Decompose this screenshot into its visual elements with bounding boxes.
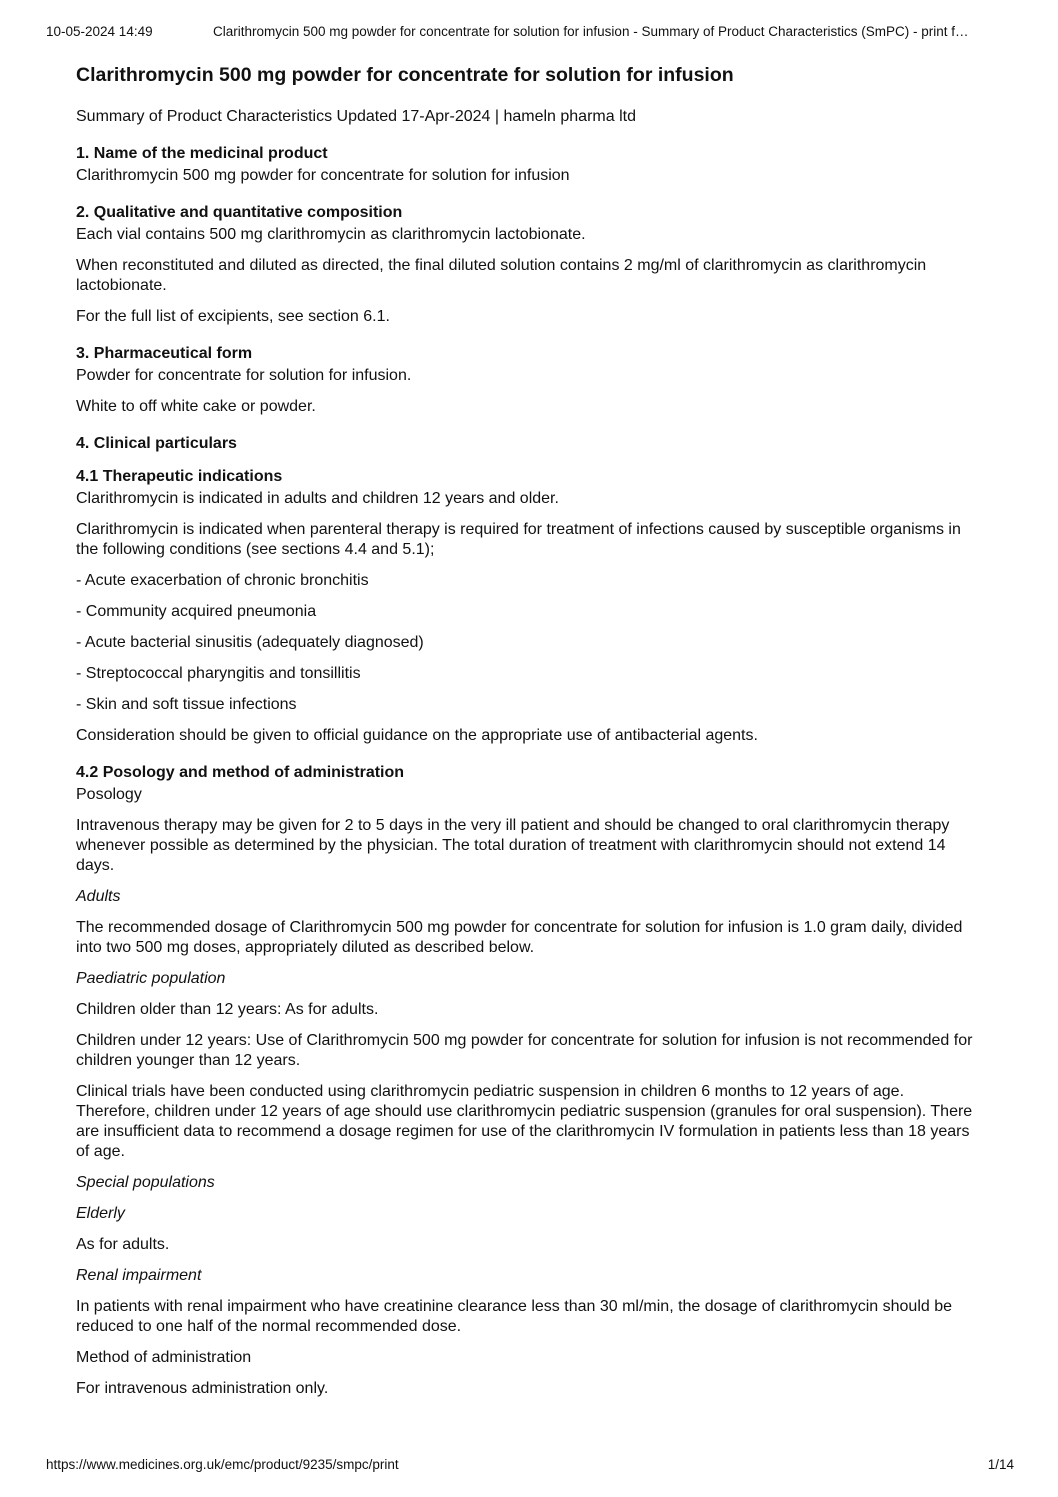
renal-text: In patients with renal impairment who have creatinine clearance less than 30 ml/min, the dosage of clarithromycin should be reduced to one half of the normal recommended dose. bbox=[76, 1298, 953, 1335]
section-2-text-3: For the full list of excipients, see section 6.1. bbox=[76, 308, 390, 325]
section-4-1-text-1: Clarithromycin is indicated in adults and children 12 years and older. bbox=[76, 490, 559, 507]
section-4-1-text-3: Consideration should be given to official guidance on the appropriate use of antibacterial agents. bbox=[76, 727, 758, 744]
section-2-text-1: Each vial contains 500 mg clarithromycin as clarithromycin lactobionate. bbox=[76, 226, 586, 243]
page-number: 1/14 bbox=[987, 1457, 1014, 1472]
indication-item: - Community acquired pneumonia bbox=[76, 603, 317, 620]
paediatric-subheading: Paediatric population bbox=[76, 970, 226, 987]
section-3-heading: 3. Pharmaceutical form bbox=[76, 345, 253, 362]
paediatric-text-3: Clinical trials have been conducted using clarithromycin pediatric suspension in children 6 months to 12 years of age. Therefore, children under 12 years of age should use clarithromycin pediatric suspension (granules for oral suspension). There are insufficient data to recommend a dosage regimen for use of the clarithromycin IV formulation in patients less than 18 years of age. bbox=[76, 1083, 973, 1160]
indication-item: - Streptococcal pharyngitis and tonsillitis bbox=[76, 665, 361, 682]
print-url: https://www.medicines.org.uk/emc/product/9235/smpc/print bbox=[46, 1457, 399, 1472]
document-body bbox=[76, 60, 981, 1410]
paediatric-text-1: Children older than 12 years: As for adults. bbox=[76, 1001, 379, 1018]
method-label: Method of administration bbox=[76, 1349, 252, 1366]
print-datetime: 10-05-2024 14:49 bbox=[46, 24, 153, 39]
section-4-2-heading: 4.2 Posology and method of administration bbox=[76, 764, 405, 781]
indication-item: - Acute exacerbation of chronic bronchitis bbox=[76, 572, 369, 589]
section-1-heading: 1. Name of the medicinal product bbox=[76, 145, 328, 162]
section-4-1-heading: 4.1 Therapeutic indications bbox=[76, 468, 283, 485]
adults-subheading: Adults bbox=[76, 888, 121, 905]
section-4-heading: 4. Clinical particulars bbox=[76, 435, 237, 452]
print-header bbox=[46, 24, 1018, 44]
section-2-text-2: When reconstituted and diluted as directed, the final diluted solution contains 2 mg/ml of clarithromycin as clarithromycin lactobionate. bbox=[76, 257, 927, 294]
elderly-subheading: Elderly bbox=[76, 1205, 125, 1222]
adults-text: The recommended dosage of Clarithromycin 500 mg powder for concentrate for solution for infusion is 1.0 gram daily, divided into two 500 mg doses, appropriately diluted as described below. bbox=[76, 919, 963, 956]
indication-item: - Skin and soft tissue infections bbox=[76, 696, 297, 713]
print-footer bbox=[46, 1457, 1014, 1475]
special-populations-subheading: Special populations bbox=[76, 1174, 215, 1191]
posology-text-1: Intravenous therapy may be given for 2 to 5 days in the very ill patient and should be changed to oral clarithromycin therapy whenever possible as determined by the physician. The total duration of treatment with clarithromycin should not extend 14 days. bbox=[76, 817, 950, 874]
document-title: Clarithromycin 500 mg powder for concentrate for solution for infusion bbox=[76, 64, 734, 86]
section-1-text: Clarithromycin 500 mg powder for concentrate for solution for infusion bbox=[76, 167, 570, 184]
print-page-title: Clarithromycin 500 mg powder for concentrate for solution for infusion - Summary of Product Characteristics (SmPC) - print f… bbox=[213, 24, 969, 39]
section-4-1-text-2: Clarithromycin is indicated when parenteral therapy is required for treatment of infections caused by susceptible organisms in the following conditions (see sections 4.4 and 5.1); bbox=[76, 521, 961, 558]
renal-subheading: Renal impairment bbox=[76, 1267, 202, 1284]
summary-line: Summary of Product Characteristics Updated 17-Apr-2024 | hameln pharma ltd bbox=[76, 108, 636, 125]
method-text: For intravenous administration only. bbox=[76, 1380, 329, 1397]
paediatric-text-2: Children under 12 years: Use of Clarithromycin 500 mg powder for concentrate for solution for infusion is not recommended for children younger than 12 years. bbox=[76, 1032, 973, 1069]
section-3-text-1: Powder for concentrate for solution for infusion. bbox=[76, 367, 412, 384]
posology-label: Posology bbox=[76, 786, 142, 803]
section-2-heading: 2. Qualitative and quantitative composition bbox=[76, 204, 403, 221]
elderly-text: As for adults. bbox=[76, 1236, 170, 1253]
section-3-text-2: White to off white cake or powder. bbox=[76, 398, 316, 415]
indication-item: - Acute bacterial sinusitis (adequately diagnosed) bbox=[76, 634, 424, 651]
